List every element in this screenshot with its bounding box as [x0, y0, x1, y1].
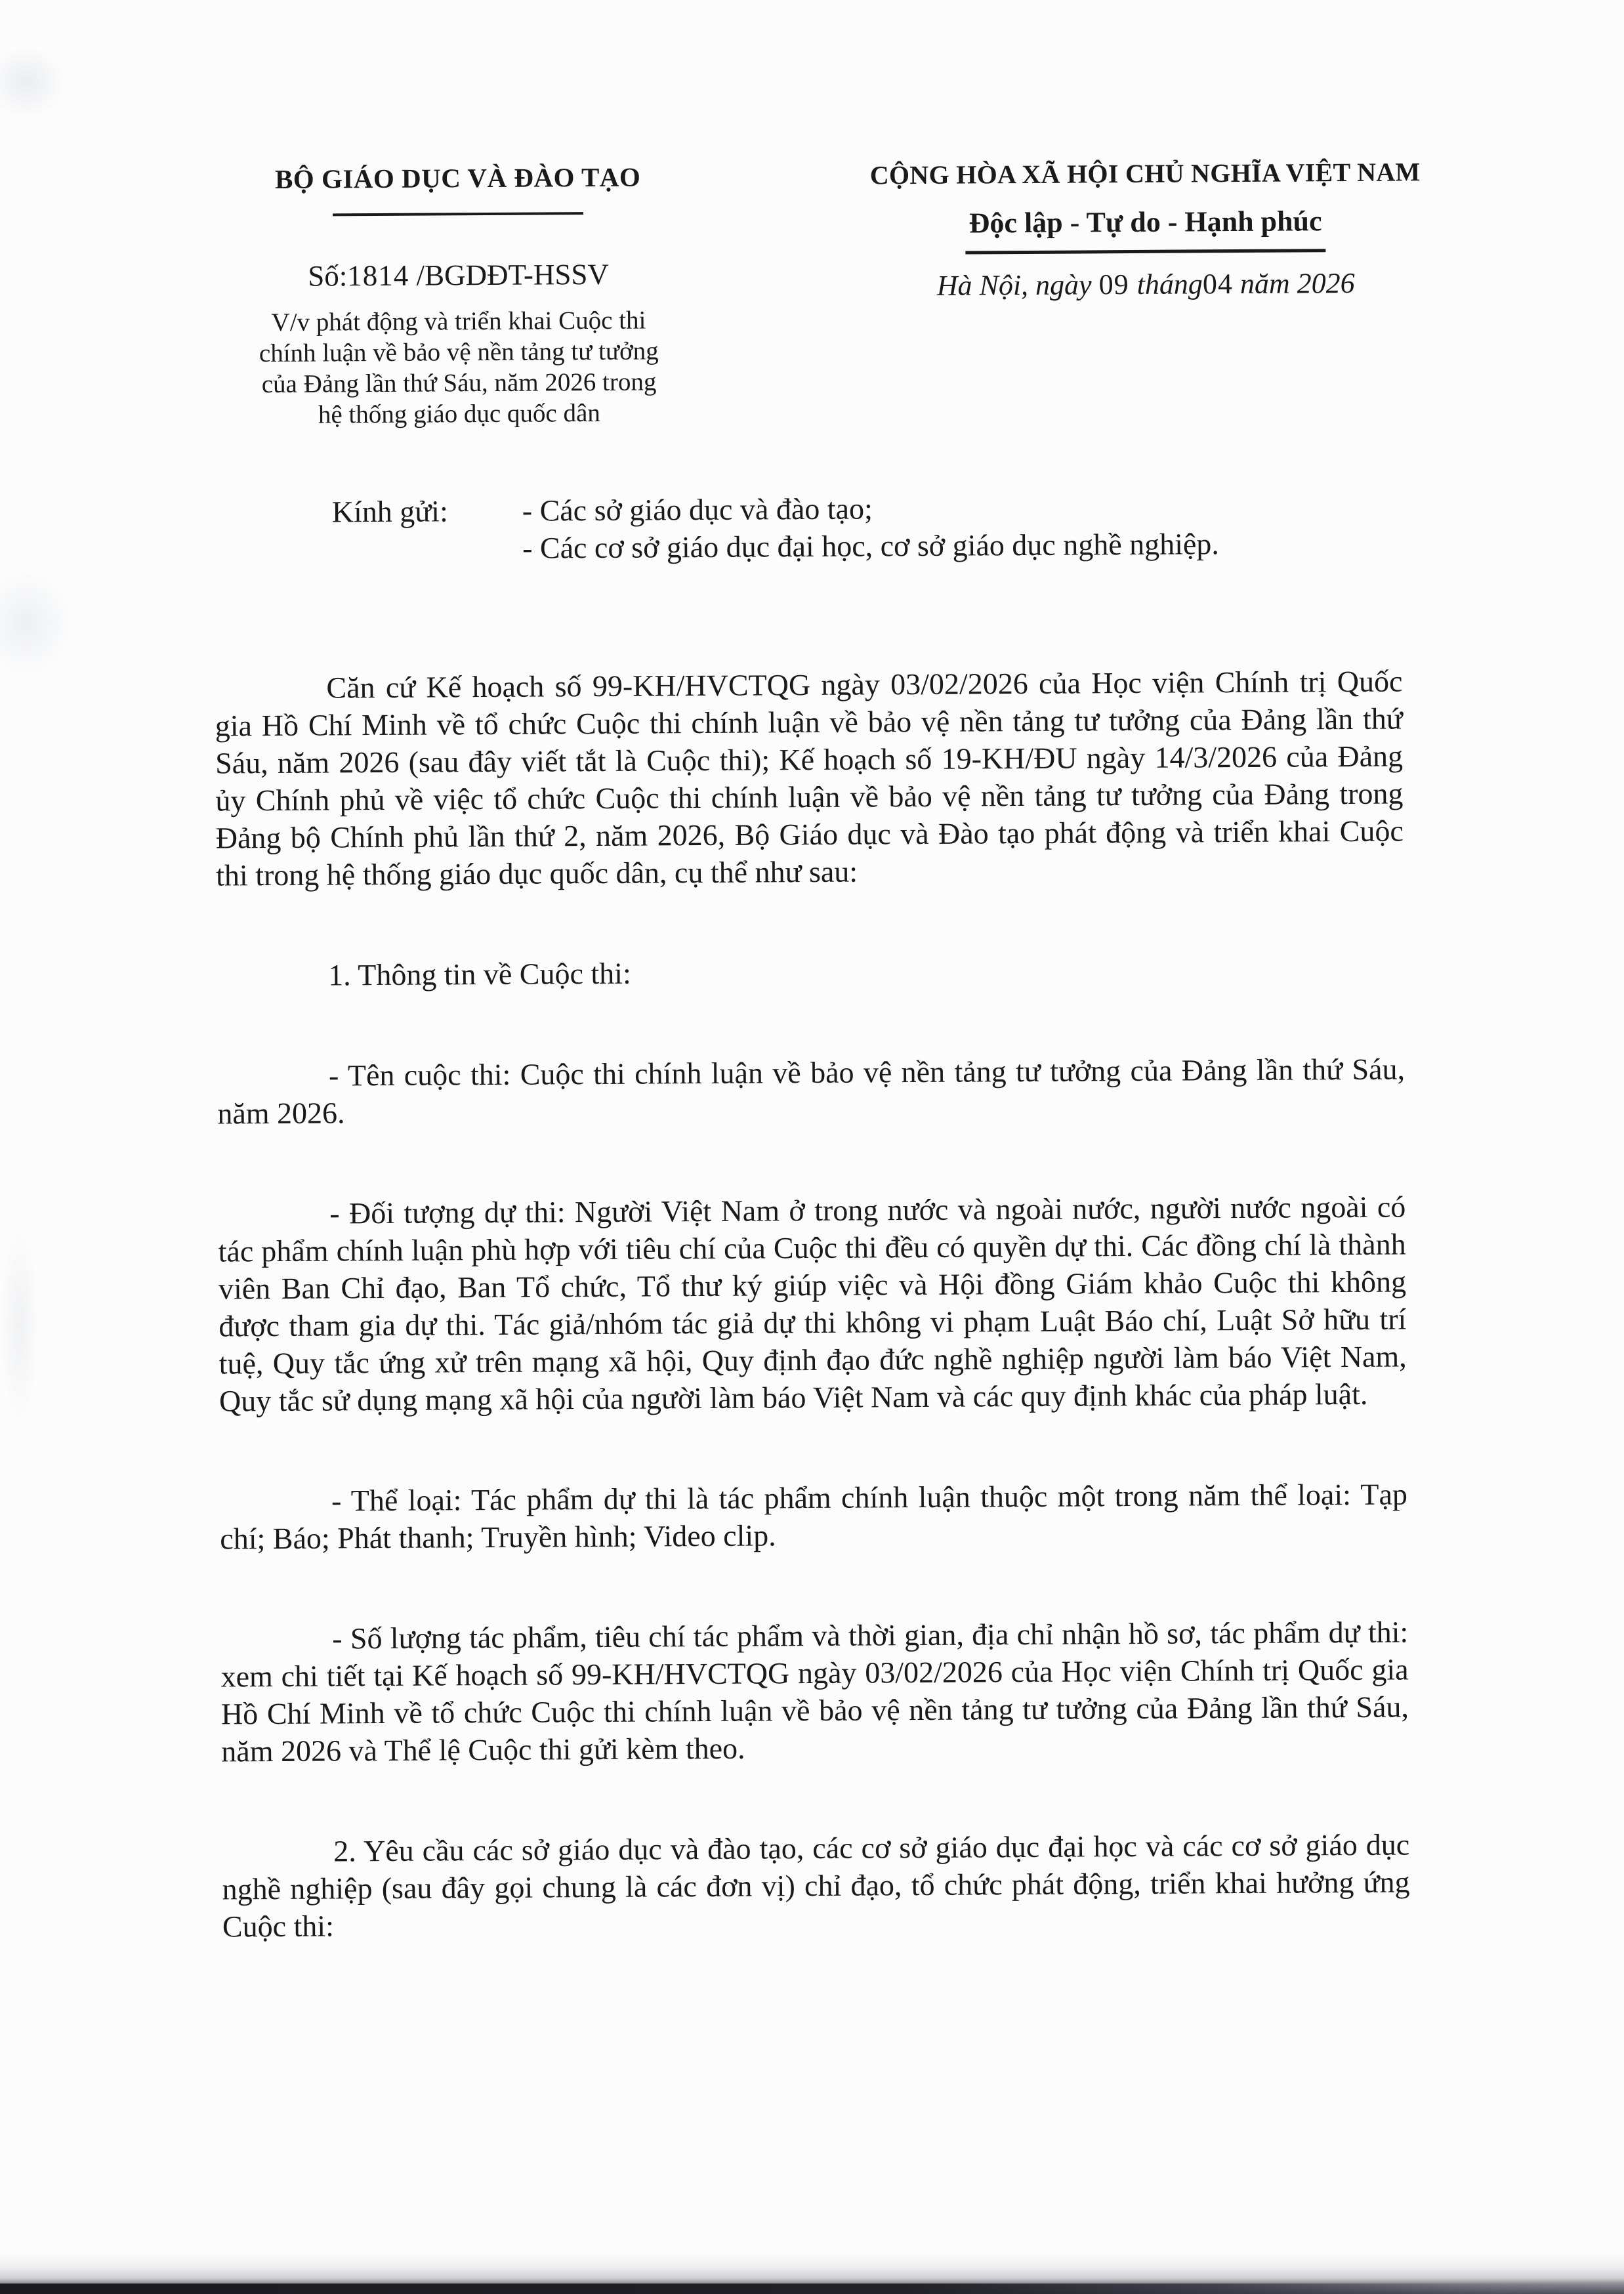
national-motto-line2: Độc lập - Tự do - Hạnh phúc [965, 205, 1326, 255]
body-paragraph: - Đối tượng dự thi: Người Việt Nam ở trong nước và ngoài nước, người nước ngoài có tác phẩm chính luận phù hợp với tiêu chí của Cuộc thi đều có quyền dự thi. Các đồng chí là thành viên Ban Chỉ đạo, Ban Tổ chức, Tổ thư ký giúp việc và Hội đồng Giám khảo Cuộc thi không được tham gia dự thi. Tác giả/nhóm tác giả dự thi không vi phạm Luật Báo chí, Luật Sở hữu trí tuệ, Quy tắc ứng xử trên mạng xã hội, Quy định đạo đức nghề nghiệp người làm báo Việt Nam, Quy tắc sử dụng mạng xã hội của người làm báo Việt Nam và các quy định khác của pháp luật. [218, 1190, 1407, 1418]
body-paragraph: - Thể loại: Tác phẩm dự thi là tác phẩm chính luận thuộc một trong năm thể loại: Tạp chí; Báo; Phát thanh; Truyền hình; Video clip. [220, 1477, 1408, 1556]
salutation-label: Kính gửi: [331, 494, 448, 529]
date-day: 09 [1098, 268, 1137, 301]
document-header [0, 0, 1621, 432]
date-month: 04 [1202, 268, 1234, 301]
recipient-list [522, 486, 1402, 566]
scan-artifact-bottom-edge [0, 2284, 1624, 2294]
issuer-underline [333, 212, 583, 216]
document-number-prefix: Số: [308, 259, 348, 293]
salutation-block [332, 486, 1402, 568]
body-paragraph: Căn cứ Kế hoạch số 99-KH/HVCTQG ngày 03/02/2026 của Học viện Chính trị Quốc gia Hồ Chí Minh về tổ chức Cuộc thi chính luận về bảo vệ nền tảng tư tưởng của Đảng lần thứ Sáu, năm 2026 (sau đây viết tắt là Cuộc thi); Kế hoạch số 19-KH/ĐU ngày 14/3/2026 của Đảng ủy Chính phủ về việc tổ chức Cuộc thi chính luận về bảo vệ nền tảng tư tưởng của Đảng trong Đảng bộ Chính phủ lần thứ 2, năm 2026, Bộ Giáo dục và Đào tạo phát động và triển khai Cuộc thi trong hệ thống giáo dục quốc dân, cụ thể như sau: [215, 664, 1404, 892]
document-subject [127, 304, 791, 431]
national-motto-line1: CỘNG HÒA XÃ HỘI CHỦ NGHĨA VIỆT NAM [869, 157, 1421, 190]
date-mid: tháng [1136, 268, 1203, 301]
place-date-line [790, 266, 1502, 304]
document-body [215, 662, 1410, 1945]
subject-line: chính luận về bảo vệ nền tảng tư tưởng [259, 337, 659, 368]
document-number-value: 1814 [347, 259, 409, 293]
section-heading: 1. Thông tin về Cuộc thi: [327, 956, 631, 992]
document-number [127, 257, 789, 295]
issuer-org-name: BỘ GIÁO DỤC VÀ ĐÀO TẠO [274, 161, 641, 194]
national-header-block [789, 156, 1503, 428]
body-paragraph: - Tên cuộc thi: Cuộc thi chính luận về bảo vệ nền tảng tư tưởng của Đảng lần thứ Sáu, năm 2026. [217, 1052, 1405, 1131]
document-number-suffix: /BGDĐT-HSSV [409, 258, 610, 292]
subject-line: của Đảng lần thứ Sáu, năm 2026 trong [261, 367, 657, 399]
date-suffix: năm 2026 [1232, 267, 1355, 301]
section-heading: 2. Yêu cầu các sở giáo dục và đào tạo, các cơ sở giáo dục đại học và các cơ sở giáo dục nghề nghiệp (sau đây gọi chung là các đơn vị) chỉ đạo, tổ chức phát động, triển khai hưởng ứng Cuộc thi: [222, 1827, 1410, 1944]
body-paragraph: - Số lượng tác phẩm, tiêu chí tác phẩm và thời gian, địa chỉ nhận hồ sơ, tác phẩm dự thi: xem chi tiết tại Kế hoạch số 99-KH/HVCTQG ngày 03/02/2026 của Học viện Chính trị Quốc gia Hồ Chí Minh về tổ chức Cuộc thi chính luận về bảo vệ nền tảng tư tưởng của Đảng lần thứ Sáu, năm 2026 và Thể lệ Cuộc thi gửi kèm theo. [220, 1615, 1409, 1768]
subject-line: hệ thống giáo dục quốc dân [318, 398, 600, 429]
subject-line: V/v phát động và triển khai Cuộc thi [271, 306, 646, 337]
national-motto-line2-wrap [789, 205, 1501, 256]
issuer-block [127, 160, 791, 431]
recipient-line: - Các sở giáo dục và đào tạo; [522, 491, 873, 528]
recipient-line: - Các cơ sở giáo dục đại học, cơ sở giáo dục nghề nghiệp. [522, 527, 1219, 565]
date-prefix: Hà Nội, ngày [936, 268, 1099, 302]
